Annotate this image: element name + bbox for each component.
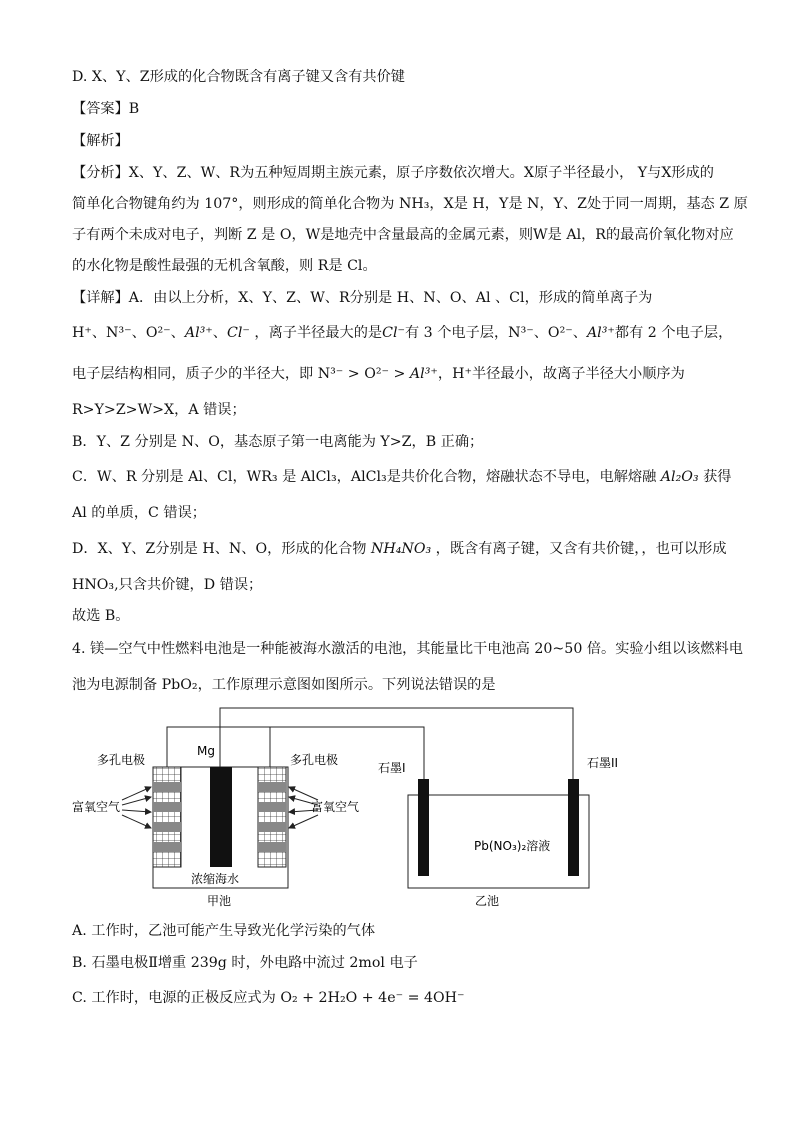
radius-compare-text: 电子层结构相同，质子少的半径大，即 N³⁻ > O²⁻ > — [72, 366, 410, 382]
separator: 、 — [212, 325, 227, 341]
nh4no3-formula: NH₄NO₃ — [370, 541, 432, 557]
right-porous-electrode — [258, 767, 286, 867]
label-seawater: 浓缩海水 — [191, 872, 240, 886]
q4-stem-1: 4. 镁—空气中性燃料电池是一种能被海水激活的电池，其能量比干电池高 20~50 倍。实验小组以该燃料电 — [72, 641, 743, 657]
al-ion-formula: Al³⁺ — [184, 325, 213, 341]
conclusion: 故选 B。 — [72, 608, 130, 624]
q4-stem-2: 池为电源制备 PbO₂，工作原理示意图如图所示。下列说法错误的是 — [72, 677, 496, 693]
d-text: D．X、Y、Z分别是 H、N、O，形成的化合物 — [72, 541, 371, 557]
cl-ion-formula-2: Cl⁻ — [382, 325, 405, 341]
left-porous-electrode — [153, 767, 181, 867]
label-porous-left: 多孔电极 — [97, 753, 146, 767]
option-d-q3: D. X、Y、Z形成的化合物既含有离子键又含有共价键 — [72, 69, 405, 85]
q4-option-b: B. 石墨电极Ⅱ增重 239g 时，外电路中流过 2mol 电子 — [72, 955, 418, 971]
label-air-right: 富氧空气 — [311, 800, 360, 814]
label-solution: Pb(NO₃)₂溶液 — [474, 839, 551, 853]
detail-text-2: 有 3 个电子层，N³⁻、O²⁻、 — [404, 325, 587, 341]
q4-option-c: C. 工作时，电源的正极反应式为 O₂ + 2H₂O + 4e⁻ = 4OH⁻ — [72, 990, 465, 1006]
al2o3-formula: Al₂O₃ — [660, 469, 699, 485]
detail-text: ，离子半径最大的是 — [249, 325, 383, 341]
detail-line-4: R>Y>Z>W>X，A 错误； — [72, 402, 246, 418]
d-text-2: ，既含有离子键，又含有共价键，，也可以形成 — [431, 541, 727, 557]
ions-text: H⁺、N³⁻、O²⁻、 — [72, 325, 185, 341]
label-cell-b: 乙池 — [475, 894, 500, 908]
option-d-explanation-2: HNO₃,只含共价键，D 错误； — [72, 577, 263, 593]
mg-electrode — [210, 767, 232, 867]
detail-line-1: 【详解】A．由以上分析，X、Y、Z、W、R分别是 H、N、O、Al 、Cl，形成的简单离子为 — [72, 290, 653, 306]
analysis-line-1: 【分析】X、Y、Z、W、R为五种短周期主族元素，原子序数依次增大。X原子半径最小， Y与X形成的 — [72, 165, 714, 181]
graphite-electrode-2 — [568, 779, 579, 876]
label-mg: Mg — [197, 744, 215, 758]
radius-compare-text-2: ，H⁺半径最小，故离子半径大小顺序为 — [437, 366, 685, 382]
analysis-line-4: 的水化物是酸性最强的无机含氧酸，则 R是 Cl。 — [72, 258, 377, 274]
analysis-line-3: 子有两个未成对电子，判断 Z 是 O，W是地壳中含量最高的金属元素，则W是 Al，R的最高价氧化物对应 — [72, 227, 734, 243]
label-air-left: 富氧空气 — [72, 800, 121, 814]
option-b-explanation: B．Y、Z 分别是 N、O，基态原子第一电离能为 Y>Z，B 正确； — [72, 434, 484, 450]
q4-option-a: A. 工作时，乙池可能产生导致光化学污染的气体 — [72, 923, 376, 939]
al-ion-formula-3: Al³⁺ — [409, 366, 438, 382]
c-text-2: 获得 — [698, 469, 732, 485]
graphite-electrode-1 — [418, 779, 429, 876]
label-porous-right: 多孔电极 — [290, 753, 339, 767]
label-cell-a: 甲池 — [207, 894, 232, 908]
label-graphite-2: 石墨II — [587, 756, 619, 770]
option-c-explanation-2: Al 的单质，C 错误； — [72, 505, 206, 521]
al-ion-formula-2: Al³⁺ — [586, 325, 615, 341]
label-graphite-1: 石墨I — [378, 761, 406, 775]
air-arrows-left — [122, 787, 151, 828]
answer-label: 【答案】 — [72, 101, 129, 117]
analysis-label: 【解析】 — [72, 133, 129, 149]
c-text: C．W、R 分别是 Al、Cl，WR₃ 是 AlCl₃，AlCl₃是共价化合物，熔融状态不导电，电解熔融 — [72, 469, 661, 485]
cl-ion-formula: Cl⁻ — [227, 325, 250, 341]
detail-text-3: 都有 2 个电子层， — [614, 325, 733, 341]
answer-value: B — [128, 101, 140, 117]
analysis-line-2: 简单化合物键角约为 107°，则形成的简单化合物为 NH₃，X是 H，Y是 N，Y、Z处于同一周期，基态 Z 原 — [72, 196, 748, 212]
